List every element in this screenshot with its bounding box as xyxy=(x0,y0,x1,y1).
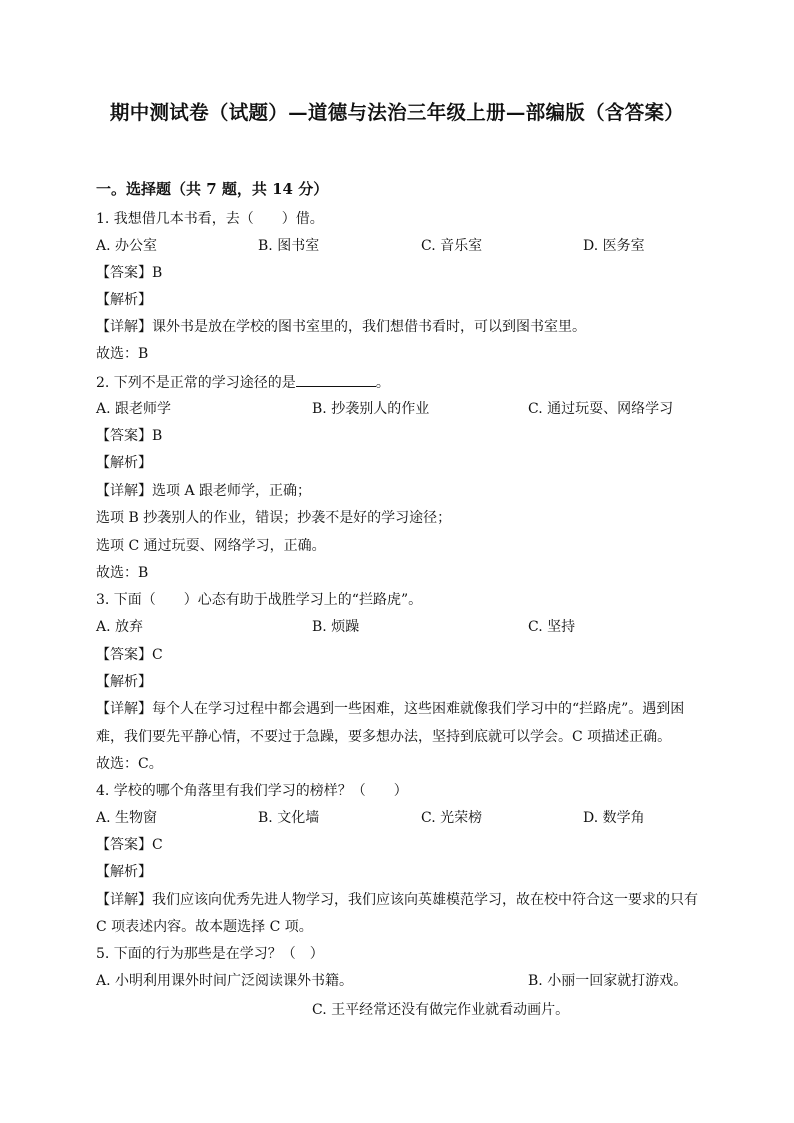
question-2-answer: 【答案】B xyxy=(96,428,163,444)
question-3-stem: 3. 下面（ ）心态有助于战胜学习上的“拦路虎”。 xyxy=(96,592,423,608)
question-2-analysis-label: 【解析】 xyxy=(96,455,152,471)
question-1-answer: 【答案】B xyxy=(96,265,163,281)
question-5-stem: 5. 下面的行为那些是在学习？（ ） xyxy=(96,946,324,962)
question-4-answer: 【答案】C xyxy=(96,837,163,853)
question-2-stem-text: 2. 下列不是正常的学习途径的是 xyxy=(96,375,296,391)
question-4-detail-line: C 项表述内容。故本题选择 C 项。 xyxy=(96,919,313,935)
question-1-option-c: C. 音乐室 xyxy=(421,238,483,254)
question-3-answer: 【答案】C xyxy=(96,647,163,663)
question-5-option-a: A. 小明利用课外时间广泛阅读课外书籍。 xyxy=(96,973,354,989)
question-1-option-b: B. 图书室 xyxy=(258,238,320,254)
question-1-analysis-label: 【解析】 xyxy=(96,292,152,308)
question-2-detail-line: 选项 B 抄袭别人的作业，错误；抄袭不是好的学习途径； xyxy=(96,510,452,526)
question-4-detail-line: 【详解】我们应该向优秀先进人物学习，我们应该向英雄模范学习，故在校中符合这一要求的只有 xyxy=(96,892,698,908)
question-2-stem-end: 。 xyxy=(375,375,390,391)
question-4-option-b: B. 文化墙 xyxy=(258,810,320,826)
question-2-option-c: C. 通过玩耍、网络学习 xyxy=(528,401,674,417)
question-2-option-b: B. 抄袭别人的作业 xyxy=(312,401,430,417)
question-3-option-c: C. 坚持 xyxy=(528,619,576,635)
question-3-choice: 故选：C。 xyxy=(96,756,163,772)
question-2-detail-line: 选项 C 通过玩耍、网络学习，正确。 xyxy=(96,538,326,554)
question-1-stem: 1. 我想借几本书看，去（ ）借。 xyxy=(96,211,324,227)
question-4-option-c: C. 光荣榜 xyxy=(421,810,483,826)
question-1-choice: 故选：B xyxy=(96,346,149,362)
question-4-analysis-label: 【解析】 xyxy=(96,864,152,880)
section-heading: 一。选择题（共 7 题，共 14 分） xyxy=(96,180,329,198)
question-3-detail-line: 难，我们要先平静心情，不要过于急躁，要多想办法，坚持到底就可以学会。C 项描述正确。 xyxy=(96,729,672,745)
question-5-option-b: B. 小丽一回家就打游戏。 xyxy=(528,973,688,989)
question-2-stem xyxy=(96,372,390,393)
question-5-option-c: C. 王平经常还没有做完作业就看动画片。 xyxy=(312,1002,570,1018)
question-1-option-d: D. 医务室 xyxy=(583,238,645,254)
question-3-option-a: A. 放弃 xyxy=(96,619,144,635)
question-3-option-b: B. 烦躁 xyxy=(312,619,360,635)
question-1-detail: 【详解】课外书是放在学校的图书室里的，我们想借书看时，可以到图书室里。 xyxy=(96,319,586,335)
answer-blank xyxy=(296,372,376,387)
question-3-detail-line: 【详解】每个人在学习过程中都会遇到一些困难，这些困难就像我们学习中的“拦路虎”。遇到困 xyxy=(96,701,685,717)
document-title: 期中测试卷（试题）—道德与法治三年级上册—部编版（含答案） xyxy=(109,101,685,124)
question-2-detail-line: 【详解】选项 A 跟老师学，正确； xyxy=(96,483,312,499)
question-2-choice: 故选：B xyxy=(96,565,149,581)
question-2-option-a: A. 跟老师学 xyxy=(96,401,172,417)
question-3-analysis-label: 【解析】 xyxy=(96,674,152,690)
question-1-option-a: A. 办公室 xyxy=(96,238,158,254)
question-4-option-a: A. 生物窗 xyxy=(96,810,158,826)
question-4-stem: 4. 学校的哪个角落里有我们学习的榜样？（ ） xyxy=(96,783,408,799)
question-4-option-d: D. 数学角 xyxy=(583,810,645,826)
